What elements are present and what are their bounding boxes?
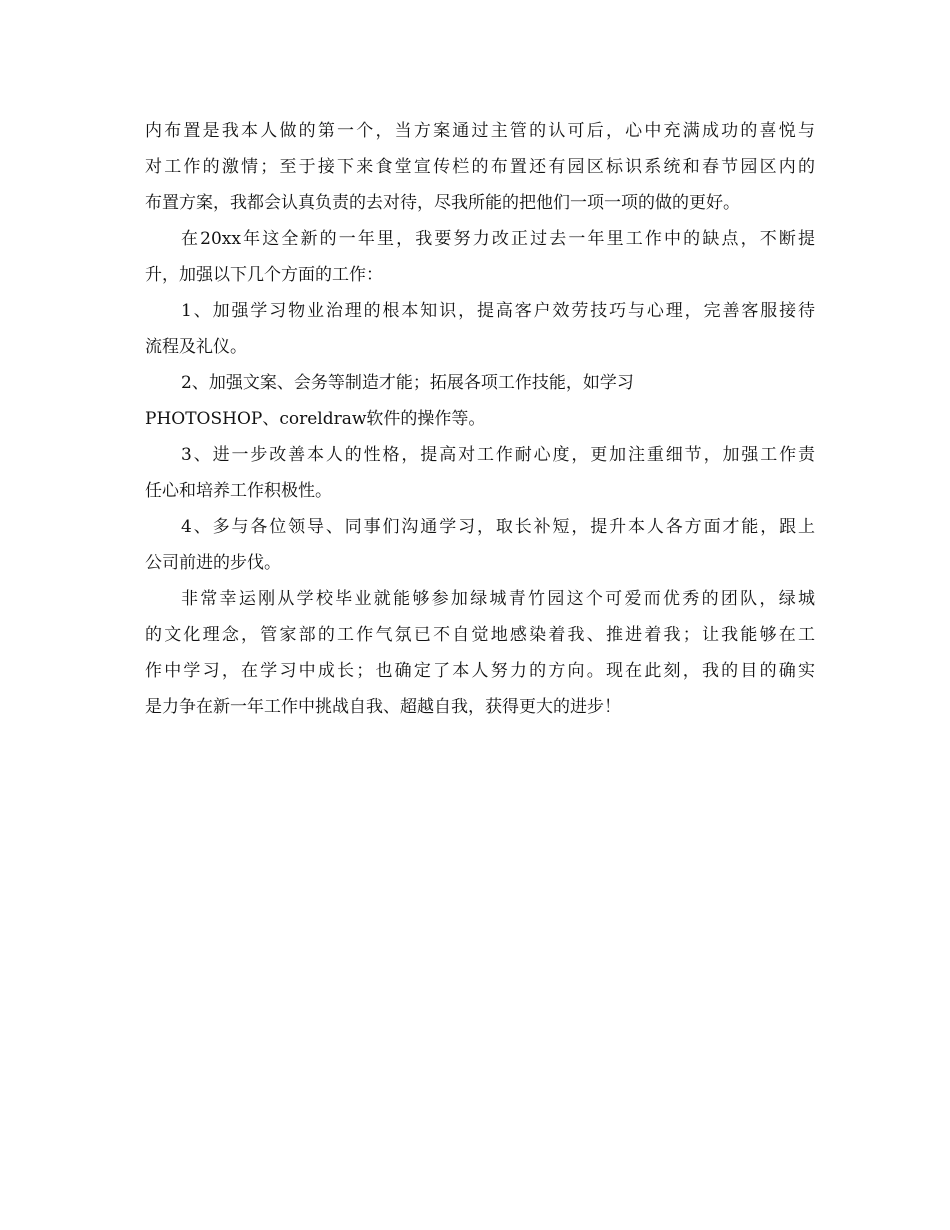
text-line: 布置方案，我都会认真负责的去对待，尽我所能的把他们一项一项的做的更好。 bbox=[145, 193, 740, 213]
list-item-3 bbox=[145, 437, 815, 509]
text-line: 非常幸运刚从学校毕业就能够参加绿城青竹园这个可爱而优秀的团队，绿城 bbox=[181, 589, 815, 609]
text-line: 3、进一步改善本人的性格，提高对工作耐心度，更加注重细节，加强工作责 bbox=[181, 445, 815, 465]
text-line: 任心和培养工作积极性。 bbox=[145, 481, 332, 501]
list-item-2 bbox=[145, 365, 815, 437]
text-line: 流程及礼仪。 bbox=[145, 337, 247, 357]
list-item-4 bbox=[145, 509, 815, 581]
text-line: 公司前进的步伐。 bbox=[145, 553, 281, 573]
text-line: 作中学习，在学习中成长；也确定了本人努力的方向。现在此刻，我的目的确实 bbox=[145, 661, 815, 681]
paragraph-new-year-goals bbox=[145, 221, 815, 293]
text-line: 内布置是我本人做的第一个，当方案通过主管的认可后，心中充满成功的喜悦与 bbox=[145, 121, 815, 141]
document-body bbox=[145, 113, 815, 725]
text-line: 的文化理念，管家部的工作气氛已不自觉地感染着我、推进着我；让我能够在工 bbox=[145, 625, 815, 645]
text-line: 1、加强学习物业治理的根本知识，提高客户效劳技巧与心理，完善客服接待 bbox=[181, 301, 815, 321]
text-line: 4、多与各位领导、同事们沟通学习，取长补短，提升本人各方面才能，跟上 bbox=[181, 517, 815, 537]
paragraph-continuation bbox=[145, 113, 815, 221]
text-line: 是力争在新一年工作中挑战自我、超越自我，获得更大的进步！ bbox=[145, 697, 621, 717]
text-line: 升，加强以下几个方面的工作： bbox=[145, 265, 383, 285]
text-line: PHOTOSHOP、coreldraw软件的操作等。 bbox=[145, 409, 486, 429]
text-line: 对工作的激情；至于接下来食堂宣传栏的布置还有园区标识系统和春节园区内的 bbox=[145, 157, 815, 177]
text-line: 2、加强文案、会务等制造才能；拓展各项工作技能，如学习 bbox=[181, 373, 634, 393]
text-line: 在20xx年这全新的一年里，我要努力改正过去一年里工作中的缺点，不断提 bbox=[181, 229, 815, 249]
paragraph-closing bbox=[145, 581, 815, 725]
list-item-1 bbox=[145, 293, 815, 365]
